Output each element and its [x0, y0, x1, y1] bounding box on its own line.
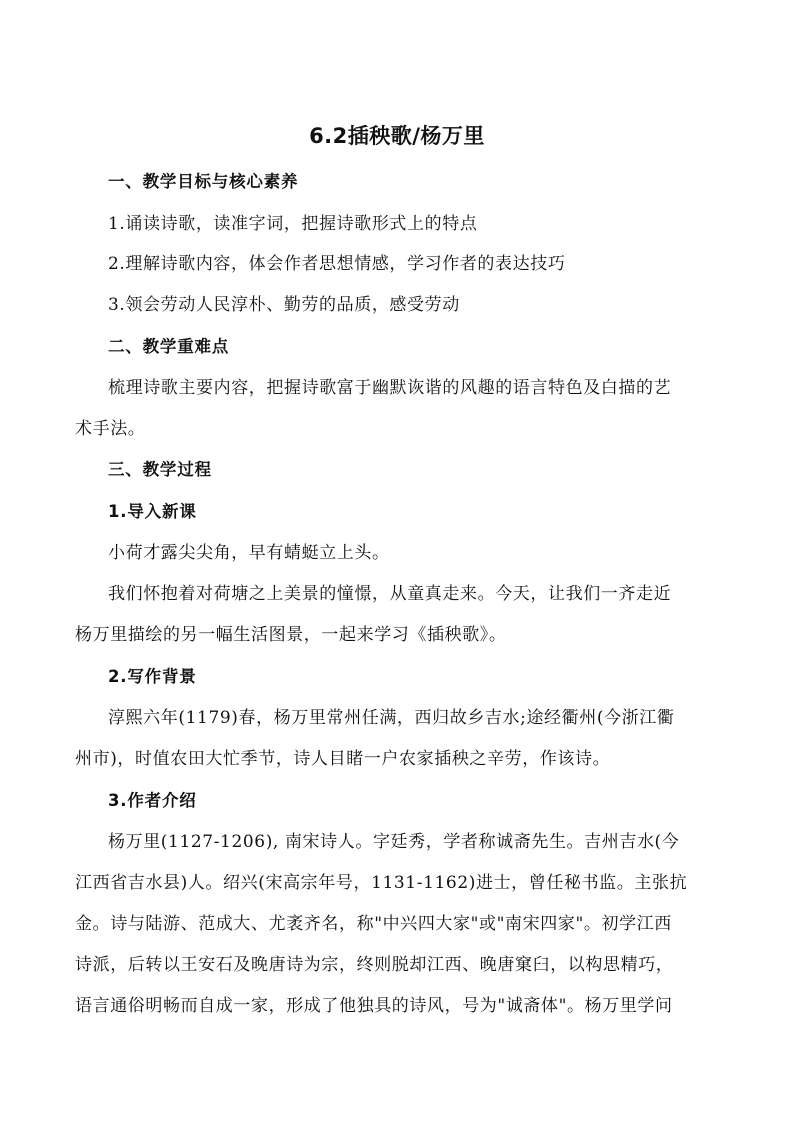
intro-line-1: 我们怀抱着对荷塘之上美景的憧憬，从童真走来。今天，让我们一齐走近	[108, 584, 672, 604]
objective-item-3: 3.领会劳动人民淳朴、勤劳的品质，感受劳动	[108, 295, 460, 315]
subheading-background: 2.写作背景	[108, 667, 197, 686]
background-line-1: 淳熙六年(1179)春，杨万里常州任满，西归故乡吉水;途经衢州(今浙江衢	[108, 708, 675, 728]
section-heading-key-points: 二、教学重难点	[108, 337, 230, 356]
author-line-3: 金。诗与陆游、范成大、尤袤齐名，称"中兴四大家"或"南宋四家"。初学江西	[75, 914, 672, 934]
author-line-2: 江西省吉水县)人。绍兴(宋高宗年号，1131-1162)进士，曾任秘书监。主张抗	[75, 873, 688, 893]
key-points-line-1: 梳理诗歌主要内容，把握诗歌富于幽默诙谐的风趣的语言特色及白描的艺	[108, 378, 672, 398]
section-heading-objectives: 一、教学目标与核心素养	[108, 172, 299, 191]
intro-line-2: 杨万里描绘的另一幅生活图景，一起来学习《插秧歌》。	[75, 625, 507, 645]
author-line-4: 诗派，后转以王安石及晚唐诗为宗，终则脱却江西、晚唐窠臼，以构思精巧，	[75, 955, 674, 975]
document-title: 6.2插秧歌/杨万里	[309, 124, 485, 148]
author-line-1: 杨万里(1127-1206), 南宋诗人。字廷秀，学者称诚斋先生。吉州吉水(今	[108, 832, 680, 852]
subheading-intro: 1.导入新课	[108, 502, 197, 521]
background-line-2: 州市)，时值农田大忙季节，诗人目睹一户农家插秧之辛劳，作该诗。	[75, 749, 611, 769]
objective-item-1: 1.诵读诗歌，读准字词，把握诗歌形式上的特点	[108, 214, 478, 234]
section-heading-process: 三、教学过程	[108, 460, 212, 479]
key-points-line-2: 术手法。	[75, 419, 146, 439]
poem-line: 小荷才露尖尖角，早有蜻蜓立上头。	[108, 543, 390, 563]
objective-item-2: 2.理解诗歌内容，体会作者思想情感，学习作者的表达技巧	[108, 254, 566, 274]
subheading-author: 3.作者介绍	[108, 791, 197, 810]
author-line-5: 语言通俗明畅而自成一家，形成了他独具的诗风，号为"诚斋体"。杨万里学问	[75, 996, 673, 1016]
